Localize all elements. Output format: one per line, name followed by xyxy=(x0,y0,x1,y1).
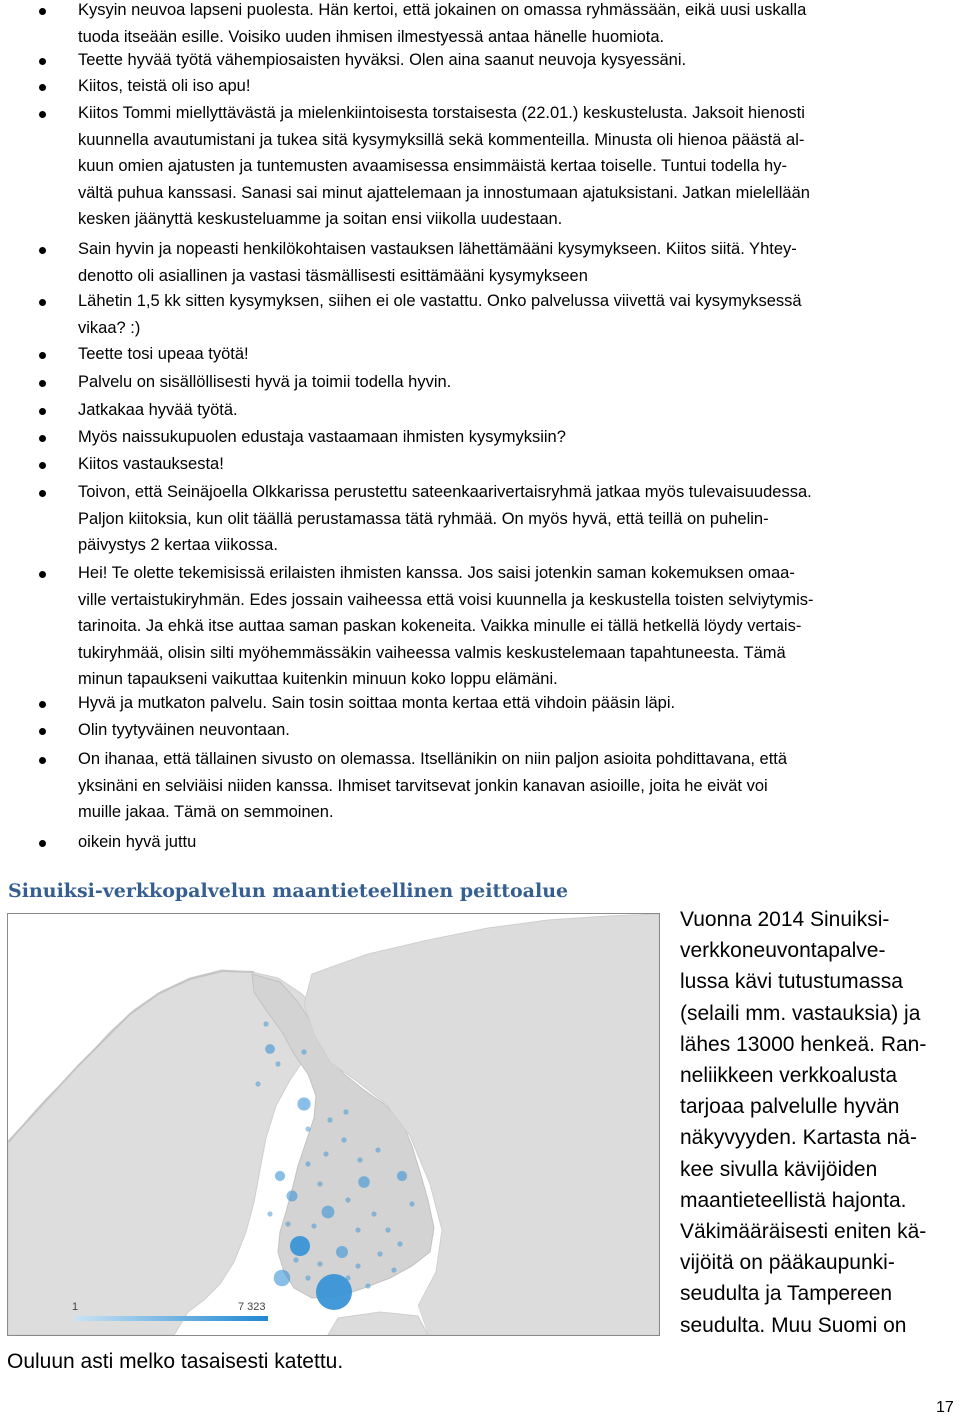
list-item-text: Kysyin neuvoa lapseni puolesta. Hän kertoi, että jokainen on omassa ryhmässään, eikä uusi uskalla xyxy=(78,1,807,19)
visit-dot-small xyxy=(285,1221,290,1226)
side-paragraph-line: seudulta ja Tampereen xyxy=(680,1282,893,1306)
coverage-map xyxy=(7,913,660,1336)
list-item-text: kesken jäänyttä keskusteluamme ja soitan ensi viikolla uudestaan. xyxy=(78,210,563,228)
side-paragraph-line: Väkimääräisesti eniten kä- xyxy=(680,1220,927,1243)
list-item-text: Teette hyvää työtä vähempiosaisten hyväksi. Olen aina saanut neuvoja kysyessäni. xyxy=(78,51,687,69)
visit-dot xyxy=(290,1236,310,1256)
section-heading: Sinuiksi-verkkopalvelun maantieteellinen peittoalue xyxy=(8,880,569,902)
visit-dot xyxy=(358,1176,370,1188)
visit-dot-small xyxy=(355,1227,360,1232)
visit-dot-small xyxy=(409,1201,414,1206)
visit-dot-small xyxy=(317,1181,322,1186)
list-item-text: denotto oli asiallinen ja vastasi täsmällisesti esittämääni kysymykseen xyxy=(78,266,588,285)
visit-dot-small xyxy=(371,1211,376,1216)
side-paragraph-line: näkyvyyden. Kartasta nä- xyxy=(680,1126,917,1150)
map-caption: Ouluun asti melko tasaisesti katettu. xyxy=(7,1350,344,1373)
list-item-text: On ihanaa, että tällainen sivusto on olemassa. Itsellänikin on niin paljon asioita pohdittavana, että xyxy=(78,750,788,768)
map-image xyxy=(8,914,659,1335)
visit-dot-small xyxy=(391,1267,396,1272)
visit-dot-small xyxy=(293,1257,298,1262)
bullet-dot-icon xyxy=(39,435,46,442)
list-item-text: muille jakaa. Tämä on semmoinen. xyxy=(78,803,334,821)
visit-dot xyxy=(287,1191,298,1202)
bullet-dot-icon xyxy=(39,490,46,497)
side-paragraph-line: tarjoaa palvelulle hyvän xyxy=(680,1095,900,1119)
list-item-text: Teette tosi upeaa työtä! xyxy=(78,345,249,363)
visit-dot-small xyxy=(357,1157,362,1162)
list-item-text: yksinäni en selviäisi niiden kanssa. Ihmiset tarvitsevat jonkin kanavan asioille, joita he eivät voi xyxy=(78,776,768,795)
list-item-text: Sain hyvin ja nopeasti henkilökohtaisen vastauksen lähettämääni kysymykseen. Kiitos siitä. Yhtey- xyxy=(78,240,797,258)
bullet-dot-icon xyxy=(39,757,46,764)
visit-dot-small xyxy=(327,1117,332,1122)
visit-dot-small xyxy=(305,1126,310,1131)
legend-gradient-bar xyxy=(75,1316,268,1321)
visit-dot-small xyxy=(275,1061,280,1066)
visit-dot-small xyxy=(345,1197,350,1202)
side-paragraph-line: verkkoneuvontapalve- xyxy=(680,939,886,963)
legend-max-label: 7 323 xyxy=(238,1301,266,1313)
visit-dot-small xyxy=(267,1211,272,1216)
list-item-text: Myös naissukupuolen edustaja vastaamaan ihmisten kysymyksiin? xyxy=(78,428,566,446)
list-item-text: Toivon, että Seinäjoella Olkkarissa perustettu sateenkaarivertaisryhmä jatkaa myös tulevaisuudessa. xyxy=(78,483,812,501)
list-item-text: vältä puhua kanssasi. Sanasi sai minut ajattelemaan ja innostumaan ajatuksistani. Jatkan mielellään xyxy=(78,183,810,202)
bullet-dot-icon xyxy=(39,840,46,847)
visit-dot-small xyxy=(375,1147,380,1152)
bullet-dot-icon xyxy=(39,111,46,118)
visit-dot xyxy=(297,1097,310,1110)
visit-dot xyxy=(275,1171,285,1181)
bullet-dot-icon xyxy=(39,728,46,735)
page-number: 17 xyxy=(936,1399,954,1416)
side-paragraph-line: (selaili mm. vastauksia) ja xyxy=(680,1001,921,1025)
bullet-dot-icon xyxy=(39,408,46,415)
list-item-text: Hei! Te olette tekemisissä erilaisten ihmisten kanssa. Jos saisi jotenkin saman kokemuksen omaa- xyxy=(78,564,795,582)
visit-dot xyxy=(322,1206,335,1219)
visit-dot-small xyxy=(305,1275,310,1280)
list-item-text: päivystys 2 kertaa viikossa. xyxy=(78,536,278,554)
bullet-dot-icon xyxy=(39,352,46,359)
list-item-text: oikein hyvä juttu xyxy=(78,833,197,851)
visit-dot xyxy=(274,1270,291,1287)
visit-dot-small xyxy=(323,1151,328,1156)
side-paragraph-line: kee sivulla kävijöiden xyxy=(680,1157,878,1181)
visit-dot-small xyxy=(377,1251,382,1256)
visit-dot-small xyxy=(365,1283,370,1288)
visit-dot xyxy=(265,1044,275,1054)
list-item-text: kuun omien ajatusten ja tuntemusten avaamisessa ensimmäistä kertaa toiselle. Tuntui todella hy- xyxy=(78,157,787,175)
side-paragraph-line: maantieteellistä hajonta. xyxy=(680,1188,907,1212)
side-paragraph-line: vijöitä on pääkaupunki- xyxy=(680,1251,895,1275)
bullet-dot-icon xyxy=(39,84,46,91)
visit-dot-small xyxy=(255,1081,260,1086)
visit-dot-small xyxy=(311,1223,316,1228)
visit-dot-small xyxy=(343,1109,348,1114)
list-item-text: tukiryhmää, olisin silti myöhemmässäkin vaiheessa valmis keskustelemaan tapahtuneesta. Tämä xyxy=(78,643,786,662)
bullet-dot-icon xyxy=(39,380,46,387)
side-paragraph-line: seudulta. Muu Suomi on xyxy=(680,1313,907,1337)
side-paragraph-line: lussa kävi tutustumassa xyxy=(680,970,903,994)
list-item-text: tarinoita. Ja ehkä itse auttaa saman paskan kokeneita. Vaikka minulle ei tällä hetkellä löydy vertais- xyxy=(78,617,802,635)
list-item-text: minun tapaukseni vaikuttaa kuitenkin minuun koko loppu elämäni. xyxy=(78,670,558,688)
bullet-dot-icon xyxy=(39,462,46,469)
visit-dot-small xyxy=(397,1241,402,1246)
list-item-text: Kiitos vastauksesta! xyxy=(78,455,224,473)
list-item-text: Lähetin 1,5 kk sitten kysymyksen, siihen ei ole vastattu. Onko palvelussa viivettä vai kysymyksessä xyxy=(78,292,802,310)
visit-dot-small xyxy=(263,1021,268,1026)
visit-dot-small xyxy=(305,1161,310,1166)
side-paragraph-line: neliikkeen verkkoalusta xyxy=(680,1064,898,1087)
bullet-dot-icon xyxy=(39,571,46,578)
list-item-text: tuoda itseään esille. Voisiko uuden ihmisen ilmestyessä antaa hänelle huomiota. xyxy=(78,27,665,46)
visit-dot-small xyxy=(385,1227,390,1232)
list-item-text: Palvelu on sisällöllisesti hyvä ja toimii todella hyvin. xyxy=(78,373,452,391)
list-item-text: Hyvä ja mutkaton palvelu. Sain tosin soittaa monta kertaa että vihdoin pääsin läpi. xyxy=(78,694,676,712)
visit-dot-small xyxy=(345,1275,350,1280)
bullet-dot-icon xyxy=(39,299,46,306)
list-item-text: Jatkakaa hyvää työtä. xyxy=(78,401,238,419)
visit-dot xyxy=(336,1246,348,1258)
visit-dot-small xyxy=(317,1261,322,1266)
list-item-text: Kiitos, teistä oli iso apu! xyxy=(78,77,251,95)
bullet-dot-icon xyxy=(39,8,46,15)
list-item-text: vikaa? :) xyxy=(78,318,141,337)
bullet-dot-icon xyxy=(39,247,46,254)
visit-dot xyxy=(397,1171,407,1181)
list-item-text: ville vertaistukiryhmän. Edes jossain vaiheessa että voisi kuunnella ja keskustella toisten selviytymis- xyxy=(78,590,814,609)
visit-dot-small xyxy=(301,1049,306,1054)
list-item-text: Paljon kiitoksia, kun olit täällä perustamassa tätä ryhmää. On myös hyvä, että teillä on puhelin- xyxy=(78,509,769,528)
visit-dot-small xyxy=(355,1263,360,1268)
list-item-text: kuunnella avautumistani ja tukea sitä kysymyksillä sekä kommenteilla. Minusta oli hienoa päästä al- xyxy=(78,130,805,149)
legend-min-label: 1 xyxy=(72,1301,79,1313)
side-paragraph-line: Vuonna 2014 Sinuiksi- xyxy=(680,908,890,931)
bullet-dot-icon xyxy=(39,701,46,708)
side-paragraph-line: lähes 13000 henkeä. Ran- xyxy=(680,1032,927,1056)
list-item-text: Olin tyytyväinen neuvontaan. xyxy=(78,721,290,739)
visit-dot-small xyxy=(341,1137,346,1142)
bullet-dot-icon xyxy=(39,58,46,65)
list-item-text: Kiitos Tommi miellyttävästä ja mielenkiintoisesta torstaisesta (22.01.) keskustelusta. Jaksoit hienosti xyxy=(78,104,805,122)
